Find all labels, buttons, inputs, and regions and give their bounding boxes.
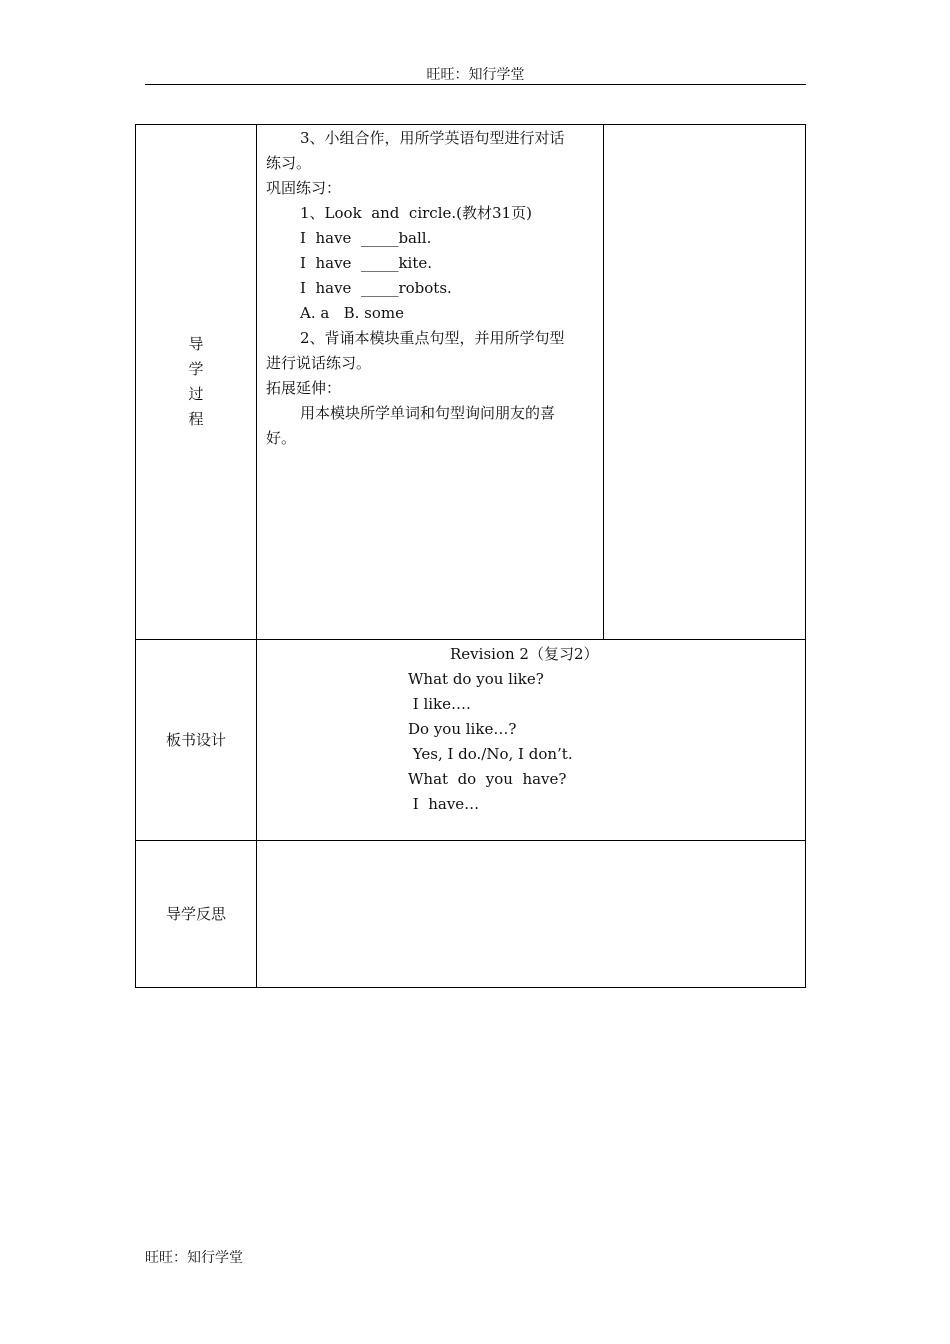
process-label-char: 学 bbox=[188, 360, 204, 378]
process-line: 2、背诵本模块重点句型，并用所学句型 bbox=[300, 329, 565, 347]
process-label bbox=[136, 332, 256, 432]
process-label-char: 过 bbox=[188, 385, 204, 403]
header-rule bbox=[145, 84, 806, 85]
board-content-cell bbox=[256, 639, 806, 841]
board-line: I like…. bbox=[408, 695, 471, 713]
board-line: What do you like? bbox=[408, 670, 544, 688]
reflection-label-cell bbox=[135, 840, 257, 988]
process-line: 巩固练习： bbox=[266, 179, 342, 197]
board-line: I have… bbox=[408, 795, 480, 813]
board-title: Revision 2（复习2） bbox=[450, 645, 599, 663]
board-line: Do you like…? bbox=[408, 720, 517, 738]
reflection-content-cell bbox=[256, 840, 806, 988]
page-footer: 旺旺：知行学堂 bbox=[145, 1250, 243, 1266]
board-label-cell bbox=[135, 639, 257, 841]
process-line: I have _____kite. bbox=[300, 254, 433, 272]
board-label: 板书设计 bbox=[165, 731, 226, 749]
page-header: 旺旺：知行学堂 bbox=[426, 67, 525, 83]
process-line: 用本模块所学单词和句型询问朋友的喜 bbox=[300, 404, 556, 422]
process-line: I have _____robots. bbox=[300, 279, 452, 297]
process-line: I have _____ball. bbox=[300, 229, 432, 247]
process-line: 拓展延伸： bbox=[266, 379, 342, 397]
board-line: What do you have? bbox=[408, 770, 567, 788]
reflection-label: 导学反思 bbox=[165, 905, 226, 923]
process-line: A. a B. some bbox=[300, 304, 405, 322]
process-line: 进行说话练习。 bbox=[266, 354, 372, 372]
process-line: 3、小组合作，用所学英语句型进行对话 bbox=[300, 129, 565, 147]
process-line: 练习。 bbox=[266, 154, 312, 172]
board-line: Yes, I do./No, I don’t. bbox=[408, 745, 573, 763]
process-notes-cell bbox=[603, 124, 806, 640]
process-line: 1、Look and circle.(教材31页) bbox=[300, 204, 532, 222]
process-label-char: 导 bbox=[188, 335, 204, 353]
process-label-char: 程 bbox=[188, 410, 204, 428]
process-line: 好。 bbox=[266, 429, 297, 447]
process-label-cell bbox=[135, 124, 257, 640]
process-content-cell bbox=[256, 124, 604, 640]
